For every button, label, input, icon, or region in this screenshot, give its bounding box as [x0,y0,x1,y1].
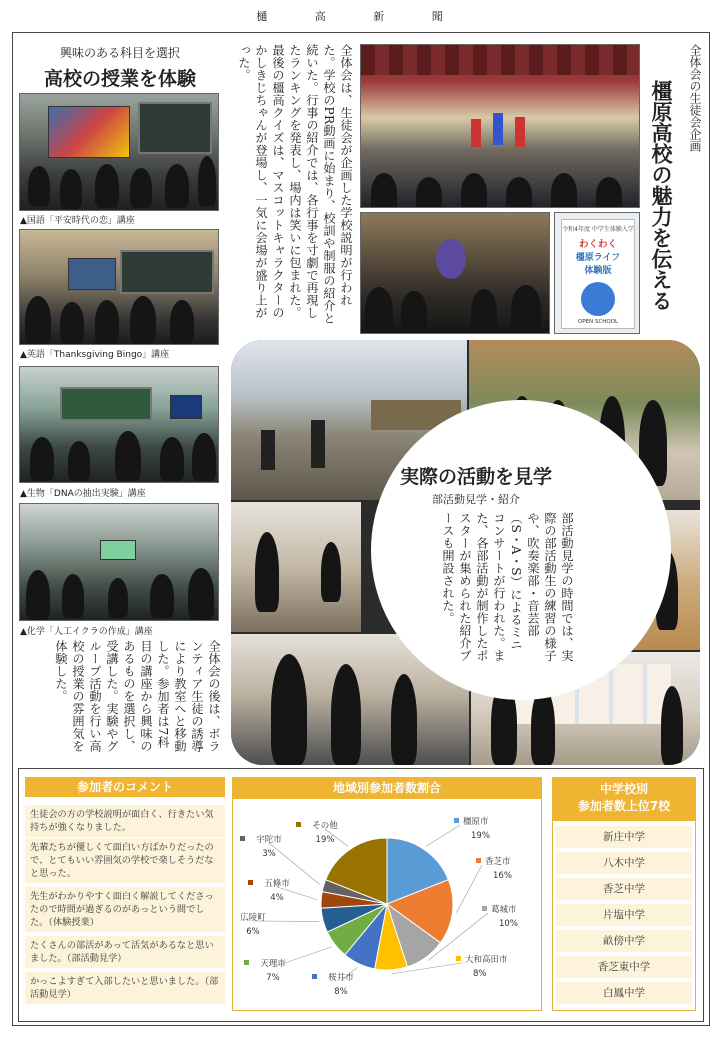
assembly-article: 全体会は、生徒会が企画した学校説明が行われた。学校のPR動画に始まり、校訓や制服の紹介と続いた。行事の紹介では、各行事を寸劇で再現したランキングを発表し、場内は笑いに包まれた。最後の橿高クイズは、マスコットキャラクターのかしきじちゃんが登場し、一気に会場が盛り上がった。 [237,44,353,325]
class-section-article: 全体会の後は、ボランティア生徒の誘導により教室へと移動した。参加者は7科目の講座から興味のあるものを選択し、受講した。実験やグループ活動を行い高校の授業の雰囲気を体験した。 [54,640,221,753]
pie-percent-10: 19% [315,835,335,845]
caption-chemistry: ▲化学「人工イクラの作成」講座 [20,627,153,637]
photo-english-class [19,229,219,345]
pie-percent-1: 19% [471,831,490,841]
pie-percent-9: 3% [262,849,276,859]
assembly-kicker: 全体会の生徒会企画 [688,44,702,152]
pie-percent-2: 16% [493,871,512,881]
pie-legend-marker-9 [240,836,245,841]
pie-label-9: 宇陀市 [256,835,282,845]
comment-5: かっこよすぎて入部したいと思いました。（部活動見学） [25,972,225,1004]
club-article: 部活動見学の時間では、実際の部活動生の練習の様子や、吹奏楽部・音芸部（S・A・S）によるミニコンサートが行われた。また、各部活動が制作したポスターが集められた紹介ブースも開設された。 [441,512,574,662]
pie-label-5: 桜井市 [328,973,354,983]
pie-legend-marker-4 [456,956,461,961]
sign-line-2: 橿原ライフ [575,253,621,263]
pie-percent-6: 7% [266,973,280,983]
school-item-7: 白鳳中学 [556,982,692,1004]
pie-label-1: 橿原市 [463,817,489,827]
pie-label-3: 葛城市 [491,905,517,915]
pie-legend-marker-8 [248,880,253,885]
caption-biology: ▲生物「DNAの抽出実験」講座 [20,489,146,499]
school-item-3: 香芝中学 [556,878,692,900]
school-item-6: 香芝東中学 [556,956,692,978]
pie-chart [233,799,541,1010]
sign-line-3: 体験版 [584,266,612,276]
pie-percent-5: 8% [334,987,348,997]
pie-percent-3: 10% [499,919,518,929]
photo-japanese-class [19,93,219,211]
assembly-title: 橿原高校の魅力を伝える [649,80,674,311]
school-item-2: 八木中学 [556,852,692,874]
class-title: 高校の授業を体験 [43,68,196,90]
school-item-4: 片塩中学 [556,904,692,926]
schools-heading-line1: 中学校別 [599,782,648,796]
pie-label-2: 香芝市 [485,857,511,867]
photo-biology-class [19,366,219,483]
comment-3: 先生がわかりやすく面白く解説してくださったので時間が過ぎるのがあっという間でした。（体験授業） [25,887,225,932]
pie-legend-marker-10 [296,822,301,827]
club-subtitle: 部活動見学・紹介 [432,493,520,506]
schools-heading [553,777,695,821]
pie-legend-marker-6 [244,960,249,965]
comments-heading: 参加者のコメント [25,777,225,797]
photo-club-band [231,502,361,632]
club-title: 実際の活動を見学 [399,466,552,488]
sign-small-text: 令和4年度 中学生体験入学 [562,226,634,233]
pie-percent-4: 8% [473,969,487,979]
school-item-5: 畝傍中学 [556,930,692,952]
pie-legend-marker-3 [482,906,487,911]
pie-percent-7: 6% [246,927,260,937]
caption-japanese: ▲国語「平安時代の恋」講座 [20,216,135,226]
comment-1: 生徒会の方の学校説明が面白く、行きたい気持ちが強くなりました。 [25,805,225,837]
pie-leader-line-2 [456,865,482,913]
pie-legend-marker-2 [476,858,481,863]
club-section-header [376,462,576,507]
pie-label-4: 大和高田市 [465,955,508,965]
pie-legend-marker-1 [454,818,459,823]
pie-legend-marker-5 [312,974,317,979]
masthead: 樋 高 新 聞 [256,10,465,23]
comment-4: たくさんの部活があって活気があるなと思いました。（部活動見学） [25,936,225,968]
caption-english: ▲英語「Thanksgiving Bingo」講座 [20,350,170,360]
pie-label-10: その他 [312,821,338,831]
sign-line-1: わくわく [578,239,617,250]
photo-mascot [360,212,550,334]
pie-percent-8: 4% [270,893,284,903]
class-kicker: 興味のある科目を選択 [59,46,180,60]
chart-title: 地域別参加者数割合 [233,777,541,799]
class-section-header [20,44,220,91]
schools-heading-line2: 参加者数上位7校 [577,799,671,813]
pie-label-7: 広陵町 [240,913,266,923]
pie-label-8: 五條市 [264,879,290,889]
sign-footer: OPEN SCHOOL [577,319,619,325]
school-item-1: 新庄中学 [556,826,692,848]
photo-assembly-stage [360,44,640,208]
pie-label-6: 天理市 [260,959,286,969]
photo-event-sign [554,212,640,334]
comment-2: 先輩たちが優しくて面白い方ばかりだったので、とてもいい雰囲気の学校で楽しそうだなと思った。 [25,838,225,883]
pie-leader-line-1 [426,825,460,846]
photo-chemistry-class [19,503,219,621]
